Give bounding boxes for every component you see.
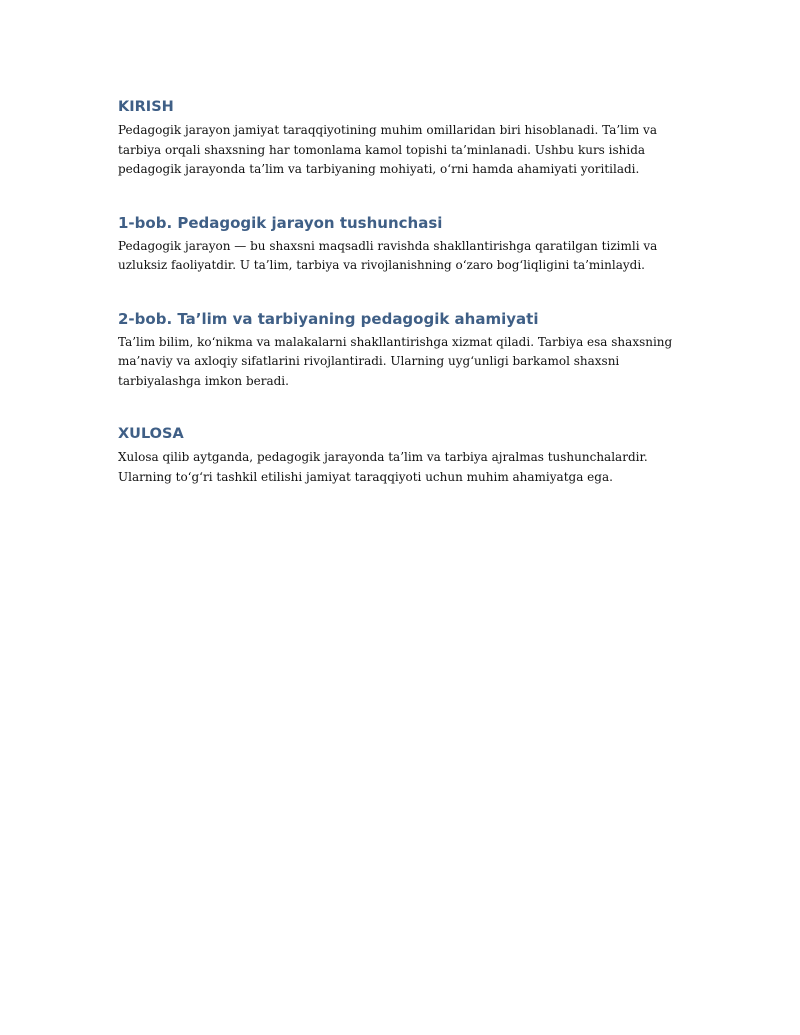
section-conclusion (118, 423, 680, 487)
section-body: Pedagogik jarayon — bu shaxsni maqsadli ravishda shakllantirishga qaratilgan tizimli va uzluksiz faoliyatdir. U ta’lim, tarbiya va rivojlanishning o‘zaro bog‘liqligini ta’minlaydi. (118, 238, 658, 272)
section-body: Xulosa qilib aytganda, pedagogik jarayonda ta’lim va tarbiya ajralmas tushunchalardir. Ularning to‘g‘ri tashkil etilishi jamiyat taraqqiyoti uchun muhim ahamiyatga ega. (118, 450, 648, 484)
section-chapter-1 (118, 212, 680, 276)
section-chapter-2 (118, 308, 680, 392)
section-body: Pedagogik jarayon jamiyat taraqqiyotining muhim omillaridan biri hisoblanadi. Ta’lim va tarbiya orqali shaxsning har tomonlama kamol topishi ta’minlanadi. Ushbu kurs ishida pedagogik jarayonda ta’lim va tarbiyaning mohiyati, o‘rni hamda ahamiyati yoritiladi. (118, 123, 657, 176)
section-heading: 2-bob. Ta’lim va tarbiyaning pedagogik ahamiyati (118, 309, 539, 328)
section-heading: 1-bob. Pedagogik jarayon tushunchasi (118, 213, 443, 232)
section-heading: XULOSA (118, 426, 184, 442)
section-heading: KIRISH (118, 99, 174, 115)
section-body: Ta’lim bilim, ko‘nikma va malakalarni shakllantirishga xizmat qiladi. Tarbiya esa shaxsning ma’naviy va axloqiy sifatlarini rivojlantiradi. Ularning uyg‘unligi barkamol shaxsni tarbiyalashga imkon beradi. (118, 334, 673, 388)
section-introduction (118, 96, 680, 180)
